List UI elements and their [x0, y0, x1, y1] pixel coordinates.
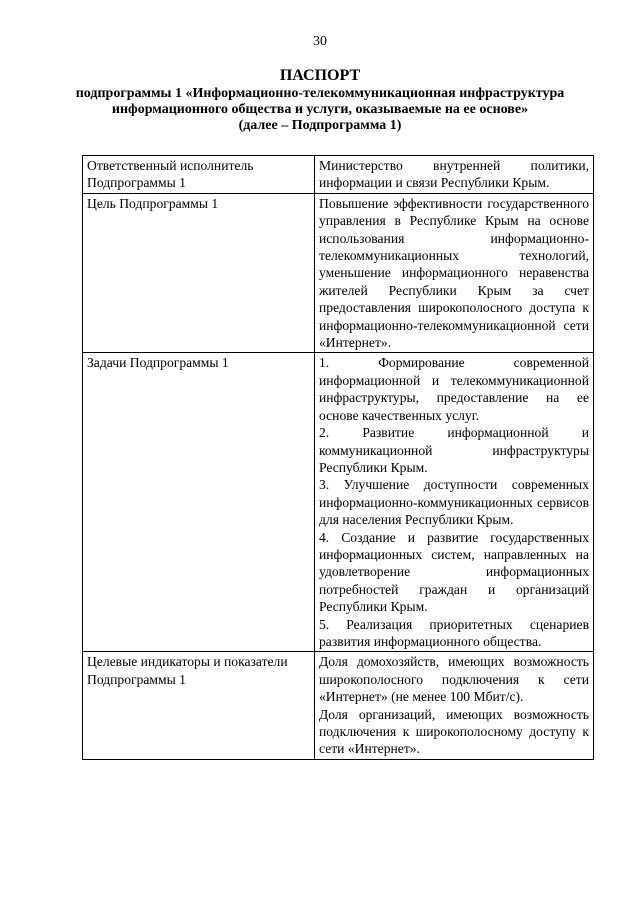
row-value	[315, 353, 594, 652]
heading-line-1: подпрограммы 1 «Информационно-телекоммуникационная инфраструктура	[75, 86, 565, 101]
value-paragraph: 4. Создание и развитие государственных информационных систем, направленных на удовлетворение информационных потребностей граждан и организаций Республики Крым.	[319, 529, 589, 615]
passport-table-body	[83, 156, 594, 760]
row-label: Задачи Подпрограммы 1	[83, 353, 315, 652]
row-label: Ответственный исполнитель Подпрограммы 1	[83, 156, 315, 194]
table-row-goal	[83, 193, 594, 353]
value-paragraph: 5. Реализация приоритетных сценариев развития информационного общества.	[319, 616, 589, 649]
heading-title: ПАСПОРТ	[279, 67, 361, 84]
value-paragraph: 3. Улучшение доступности современных информационно-коммуникационных сервисов для населения Республики Крым.	[319, 477, 589, 528]
heading-line-3: (далее – Подпрограмма 1)	[238, 118, 402, 133]
table-row-responsible-executor	[83, 156, 594, 194]
row-label: Цель Подпрограммы 1	[83, 193, 315, 353]
heading-line-2: информационного общества и услуги, оказываемые на ее основе»	[111, 102, 529, 117]
row-value	[315, 652, 594, 759]
value-paragraph: Доля домохозяйств, имеющих возможность широкополосного подключения к сети «Интернет» (не менее 100 Мбит/с).	[319, 654, 589, 705]
value-paragraph: 1. Формирование современной информационной и телекоммуникационной инфраструктуры, предоставление на ее основе качественных услуг.	[319, 355, 589, 423]
passport-heading	[40, 66, 600, 134]
page-number: 30	[313, 34, 327, 49]
value-paragraph: 2. Развитие информационной и коммуникационной инфраструктуры Республики Крым.	[319, 425, 589, 475]
row-label: Целевые индикаторы и показатели Подпрограммы 1	[83, 652, 315, 759]
row-value	[315, 193, 594, 353]
value-paragraph: Доля организаций, имеющих возможность подключения к широкополосному доступу к сети «Интернет».	[319, 706, 589, 757]
row-value	[315, 156, 594, 194]
value-paragraph: Повышение эффективности государственного управления в Республике Крым на основе использования информационно-телекоммуникационных технологий, уменьшение информационного неравенства жителей Республики Крым за счет предоставления широкополосного доступа к информационно-телекоммуникационной сети «Интернет».	[319, 195, 589, 351]
table-row-target-indicators	[83, 652, 594, 759]
table-row-tasks	[83, 353, 594, 652]
passport-table	[82, 155, 594, 760]
value-paragraph: Министерство внутренней политики, информации и связи Республики Крым.	[319, 158, 589, 191]
